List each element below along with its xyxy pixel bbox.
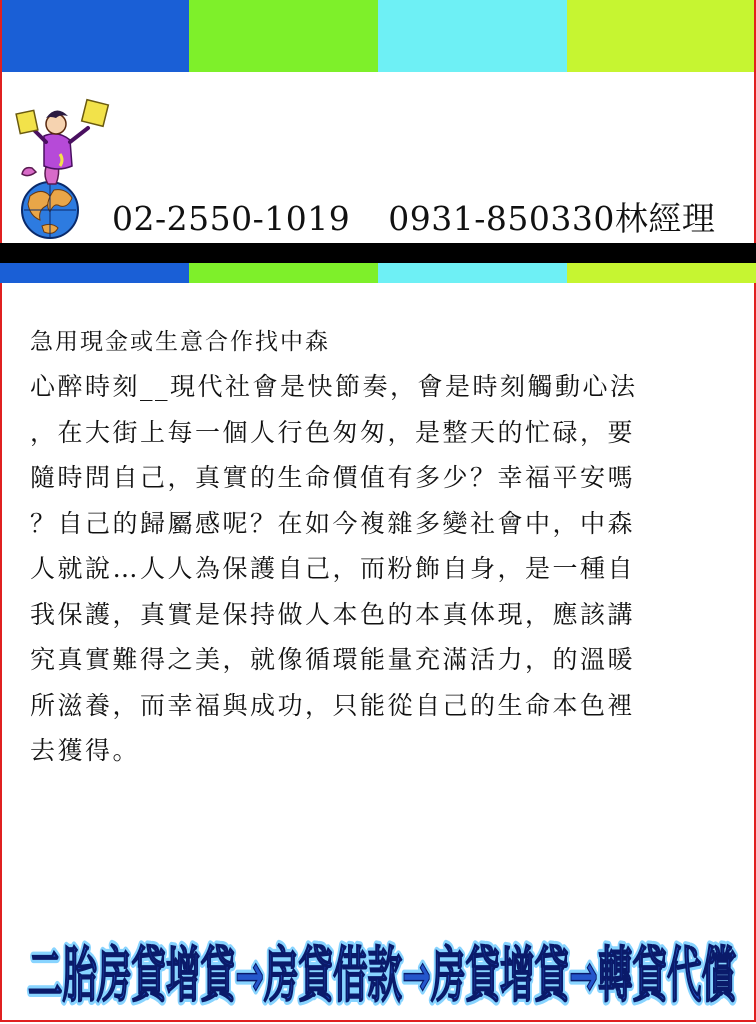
article-line: 去獲得。 xyxy=(30,736,141,765)
loan-services-banner xyxy=(22,934,742,1014)
banner-text: 二胎房貸增貸→房貸借款→房貸增貸→轉貸代償 xyxy=(28,941,738,1011)
mid-bar-cyan-segment xyxy=(378,263,567,283)
middle-color-bar xyxy=(0,263,756,283)
article-line: 心醉時刻__現代社會是快節奏，會是時刻觸動心法 xyxy=(30,372,638,401)
courier-on-globe-icon xyxy=(14,92,114,240)
black-divider xyxy=(0,243,756,263)
article-line: 隨時問自己，真實的生命價值有多少？幸福平安嗎 xyxy=(30,463,636,492)
phone-number-main: 02-2550-1019 xyxy=(112,199,351,238)
article-line: ？自己的歸屬感呢？在如今複雜多變社會中，中森 xyxy=(30,508,636,538)
article-line: 所滋養，而幸福與成功，只能從自己的生命本色裡 xyxy=(30,690,636,720)
mid-bar-green-segment xyxy=(189,263,378,283)
article-title: 急用現金或生意合作找中森 xyxy=(30,329,330,355)
article-line: 人就說…人人為保護自己，而粉飾自身，是一種自 xyxy=(30,554,636,583)
mid-bar-blue-segment xyxy=(0,263,189,283)
banner-text-glow: 二胎房貸增貸→房貸借款→房貸增貸→轉貸代償 xyxy=(28,941,738,1011)
mid-bar-lime-segment xyxy=(567,263,756,283)
phone-number-mobile-contact: 0931-850330林經理 xyxy=(388,199,716,238)
article-line: 我保護，真實是保持做人本色的本真体現，應該講 xyxy=(30,599,636,629)
article-content xyxy=(30,320,720,774)
article-line: 究真實難得之美，就像循環能量充滿活力，的溫暖 xyxy=(30,645,636,674)
article-body xyxy=(30,364,720,774)
contact-phone-line xyxy=(112,196,752,242)
article-line: ，在大街上每一個人行色匆匆，是整天的忙碌，要 xyxy=(30,417,636,447)
